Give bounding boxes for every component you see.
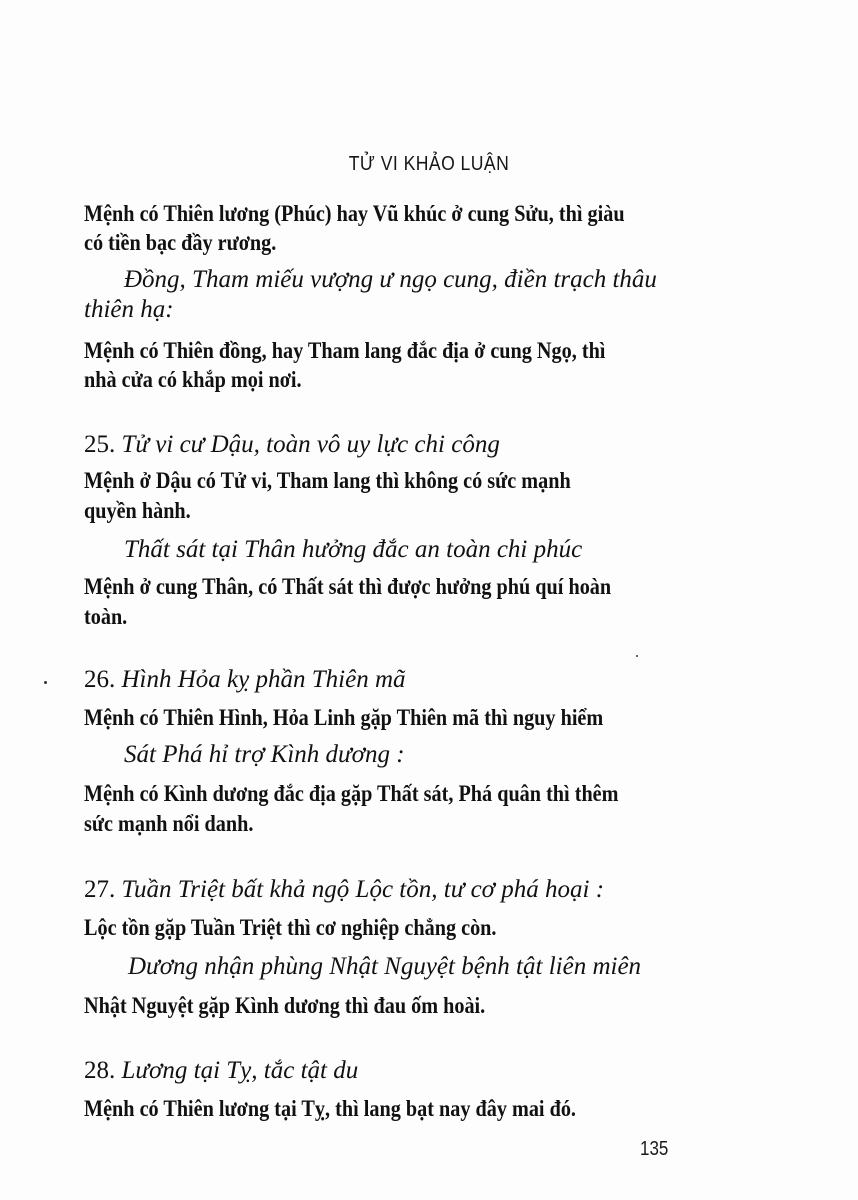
section-heading-26 <box>84 666 406 694</box>
page-number: 135 <box>640 1138 669 1160</box>
heading-text: Tuần Triệt bất khả ngộ Lộc tồn, tư cơ phá hoại : <box>121 876 605 903</box>
scan-speck <box>44 681 47 684</box>
body-line: Mệnh ở Dậu có Tử vi, Tham lang thì không có sức mạnh <box>84 468 571 494</box>
section-heading-25 <box>84 431 500 459</box>
heading-number: 26. <box>84 666 116 693</box>
body-line: có tiền bạc đầy rương. <box>84 230 277 256</box>
heading-number: 27. <box>84 876 116 903</box>
verse-line: Sát Phá hỉ trợ Kình dương : <box>124 741 405 768</box>
heading-text: Lương tại Tỵ, tắc tật du <box>121 1057 359 1084</box>
verse-line: Thất sát tại Thân hưởng đắc an toàn chi phúc <box>124 536 583 563</box>
verse-line: Dương nhận phùng Nhật Nguyệt bệnh tật liên miên <box>128 953 642 980</box>
body-line: Mệnh có Thiên lương (Phúc) hay Vũ khúc ở cung Sửu, thì giàu <box>84 201 625 227</box>
heading-text: Tử vi cư Dậu, toàn vô uy lực chi công <box>121 431 500 458</box>
body-line: quyền hành. <box>84 498 191 524</box>
body-line: toàn. <box>84 604 128 630</box>
heading-text: Hình Hỏa kỵ phần Thiên mã <box>121 666 406 693</box>
body-line: Mệnh có Thiên Hình, Hỏa Linh gặp Thiên mã thì nguy hiểm <box>84 705 604 731</box>
body-line: Mệnh ở cung Thân, có Thất sát thì được hưởng phú quí hoàn <box>84 574 612 600</box>
heading-number: 28. <box>84 1057 116 1084</box>
body-line: Mệnh có Kình dương đắc địa gặp Thất sát, Phá quân thì thêm <box>84 781 619 807</box>
running-header: TỬ VI KHẢO LUẬN <box>348 153 510 175</box>
section-heading-27 <box>84 876 604 904</box>
body-line: nhà cửa có khắp mọi nơi. <box>84 367 302 393</box>
body-line: Mệnh có Thiên đồng, hay Tham lang đắc địa ở cung Ngọ, thì <box>84 338 606 364</box>
section-heading-28 <box>84 1057 358 1085</box>
scan-speck <box>636 655 638 657</box>
body-line: sức mạnh nổi danh. <box>84 811 254 837</box>
verse-line: Đồng, Tham miếu vượng ư ngọ cung, điền trạch thâu <box>124 266 657 293</box>
body-line: Mệnh có Thiên lương tại Tỵ, thì lang bạt nay đây mai đó. <box>84 1096 576 1122</box>
heading-number: 25. <box>84 431 116 458</box>
body-line: Lộc tồn gặp Tuần Triệt thì cơ nghiệp chẳng còn. <box>84 915 497 941</box>
verse-line: thiên hạ: <box>84 296 174 323</box>
body-line: Nhật Nguyệt gặp Kình dương thì đau ốm hoài. <box>84 993 486 1019</box>
